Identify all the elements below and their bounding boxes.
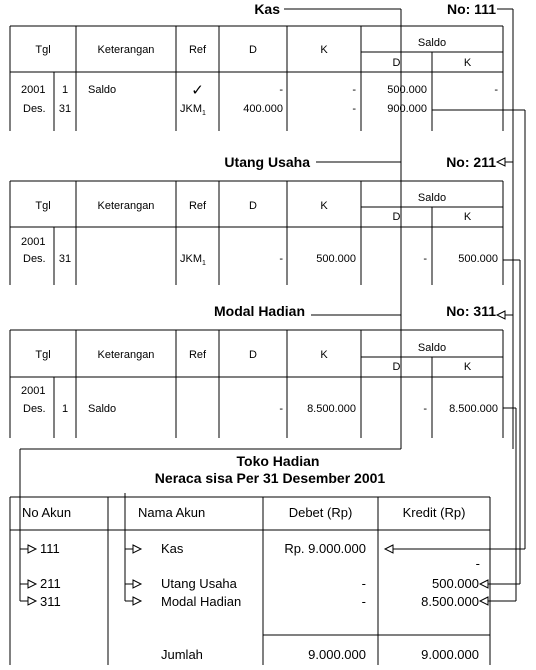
ledger-kas-row1-kredit: -: [352, 84, 356, 96]
ledger-utang-year: 2001: [21, 236, 46, 248]
col-header-tgl: Tgl: [35, 200, 51, 212]
ledger-kas-row1-saldo-kredit: -: [494, 84, 498, 96]
ledger-utang-day: 31: [58, 253, 72, 265]
tb-header-no-akun: No Akun: [22, 505, 72, 520]
col-header-keterangan: Keterangan: [97, 200, 155, 212]
ledger-kas-month: Des.: [23, 103, 46, 115]
tb-row-kas-no: 111: [40, 541, 60, 556]
ledger-modal-debit: -: [279, 403, 283, 415]
col-header-kredit: K: [320, 200, 328, 212]
ledger-modal-day: 1: [61, 403, 69, 415]
tb-row-modal-no: 311: [40, 594, 61, 609]
ledger-kas-row2-saldo-debit: 900.000: [387, 103, 427, 115]
ledger-kas-row1-debit: -: [279, 84, 283, 96]
ledger-kas-row2-ref: $JKM_1$: [180, 103, 206, 118]
col-header-ref: Ref: [188, 200, 207, 212]
trial-balance-title: Toko Hadian: [236, 453, 320, 469]
ledger-modal-saldo-debit: -: [423, 403, 427, 415]
ledger-utang-saldo-kredit: 500.000: [458, 253, 498, 265]
ledger-kas-number: No: 111: [446, 1, 496, 17]
tb-row-kas-debet: Rp. 9.000.000: [284, 541, 366, 556]
col-header-saldo-debit: D: [392, 57, 401, 69]
ledger-modal-number: No: 311: [446, 303, 496, 319]
tb-total-debet: 9.000.000: [308, 647, 366, 662]
tb-row-kas-kredit: -: [475, 556, 480, 571]
ledger-kas-row2-day: 31: [58, 103, 72, 115]
col-header-tgl: Tgl: [35, 44, 51, 56]
ledger-modal-desc: Saldo: [88, 403, 117, 415]
col-header-saldo-kredit: K: [463, 211, 472, 223]
tb-row-utang-kredit: 500.000: [432, 576, 479, 591]
ledger-utang-debit: -: [279, 253, 283, 265]
ledger-kas-row1-desc: Saldo: [88, 84, 117, 96]
ledger-modal-kredit: 8.500.000: [307, 403, 356, 415]
ledger-utang-month: Des.: [23, 253, 46, 265]
tb-total-kredit: 9.000.000: [421, 647, 479, 662]
col-header-keterangan: Keterangan: [97, 349, 155, 361]
tb-row-utang-no: 211: [40, 576, 61, 591]
ledger-utang-title: Utang Usaha: [224, 154, 310, 170]
trial-balance-subtitle: Neraca sisa Per 31 Desember 2001: [154, 470, 386, 486]
col-header-debit: D: [249, 44, 257, 56]
col-header-debit: D: [249, 349, 257, 361]
col-header-saldo: Saldo: [417, 342, 447, 354]
col-header-saldo-kredit: K: [463, 361, 472, 373]
tb-row-utang-debet: -: [361, 576, 366, 591]
col-header-debit: D: [249, 200, 257, 212]
tb-header-kredit: Kredit (Rp): [402, 505, 466, 520]
tb-row-kas-name: Kas: [161, 541, 184, 556]
col-header-saldo: Saldo: [417, 192, 447, 204]
ledger-kas-row2-debit: 400.000: [243, 103, 283, 115]
col-header-saldo-debit: D: [392, 361, 401, 373]
tb-header-debet: Debet (Rp): [288, 505, 353, 520]
ledger-modal-title: Modal Hadian: [213, 303, 305, 319]
ledger-utang-saldo-debit: -: [423, 253, 427, 265]
tb-total-label: Jumlah: [161, 647, 203, 662]
col-header-keterangan: Keterangan: [97, 44, 155, 56]
ledger-modal-month: Des.: [23, 403, 46, 415]
tb-row-modal-name: Modal Hadian: [161, 594, 242, 609]
col-header-saldo: Saldo: [417, 37, 447, 49]
ledger-kas-row1-saldo-debit: 500.000: [387, 84, 427, 96]
ledger-modal-saldo-kredit: 8.500.000: [449, 403, 498, 415]
tb-row-modal-kredit: 8.500.000: [421, 594, 479, 609]
ledger-kas-row1-day: 1: [61, 84, 69, 96]
col-header-ref: Ref: [188, 44, 207, 56]
col-header-saldo-debit: D: [392, 211, 401, 223]
col-header-saldo-kredit: K: [463, 57, 472, 69]
ledger-kas-title: Kas: [254, 1, 280, 17]
ledger-utang-kredit: 500.000: [316, 253, 356, 265]
ledger-kas-row2-kredit: -: [352, 103, 356, 115]
tb-row-modal-debet: -: [361, 594, 366, 609]
ledger-modal-year: 2001: [21, 385, 46, 397]
ledger-kas-year: 2001: [21, 84, 46, 96]
checkmark-icon: ✓: [191, 82, 204, 99]
col-header-ref: Ref: [188, 349, 207, 361]
col-header-kredit: K: [320, 44, 328, 56]
ledger-utang-ref: $JKM_1$: [180, 253, 206, 268]
col-header-tgl: Tgl: [35, 349, 51, 361]
ledger-utang-number: No: 211: [446, 154, 496, 170]
tb-row-utang-name: Utang Usaha: [161, 576, 237, 591]
tb-header-nama-akun: Nama Akun: [138, 505, 206, 520]
col-header-kredit: K: [320, 349, 328, 361]
